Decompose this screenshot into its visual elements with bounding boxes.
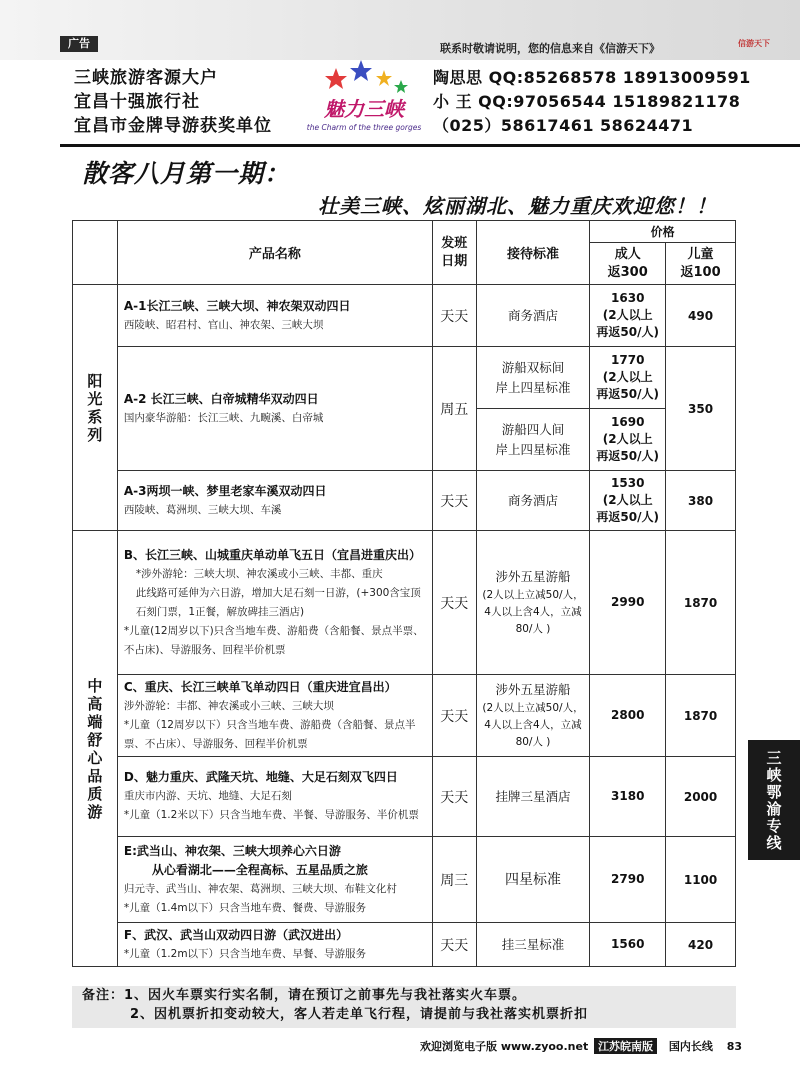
standard-note: (2人以上立减50/人，4人以上含4人，立减80/人 )	[482, 702, 584, 748]
accommodation-standard: 挂三星标准	[476, 923, 590, 967]
logo-subtitle: the Charm of the three gorges	[306, 123, 422, 132]
table-row	[73, 837, 736, 923]
table-row	[73, 471, 736, 531]
product-desc: 涉外游轮：丰都、神农溪或小三峡、三峡大坝	[123, 699, 334, 712]
standard-note: (2人以上立减50/人，4人以上含4人，立减80/人 )	[482, 589, 584, 635]
price-line: 1770	[611, 353, 645, 367]
logo-title: 魅力三峡	[324, 97, 404, 121]
section-label: 国内长线	[668, 1040, 713, 1053]
source-note: 联系时敬请说明，您的信息来自《信游天下》	[440, 42, 660, 55]
contact-block	[433, 66, 751, 138]
price-line: 再返50/人)	[596, 449, 659, 463]
contact-line: 陶思思 QQ:85268578 18913009591	[433, 68, 751, 87]
desc-line: *涉外游轮：三峡大坝、神农溪或小三峡、丰都、重庆	[135, 567, 383, 580]
date-header	[432, 221, 476, 285]
product-cell	[117, 675, 432, 757]
tour-price-table	[72, 220, 736, 967]
product-subtitle: 从心看湖北——全程高标、五星品质之旅	[151, 862, 368, 877]
credential-line: 三峡旅游客源大户	[74, 68, 218, 88]
standard-line: 岸上四星标准	[495, 379, 571, 395]
product-cell	[117, 531, 432, 675]
price-line: (2人以上	[602, 308, 653, 322]
product-desc: 西陵峡、昭君村、官山、神农架、三峡大坝	[123, 318, 324, 331]
adult-price: 2790	[590, 837, 666, 923]
category-sunshine	[73, 285, 118, 531]
product-desc: 此线路可延伸为六日游，增加大足石刻一日游，(+300含宝顶石刻门票，1正餐，解放碑挂三酒店)	[135, 586, 421, 618]
contact-line: 小 王 QQ:97056544 15189821178	[433, 92, 741, 111]
child-price: 350	[666, 347, 736, 471]
accommodation-standard	[476, 409, 590, 471]
child-price: 1100	[666, 837, 736, 923]
price-line: 1530	[611, 476, 645, 490]
departure-day: 天天	[432, 675, 476, 757]
product-desc: 西陵峡、葛洲坝、三峡大坝、车溪	[123, 503, 282, 516]
remarks-box	[72, 986, 736, 1028]
product-desc	[124, 565, 428, 584]
route-side-tab	[748, 740, 800, 860]
price-line: (2人以上	[602, 493, 653, 507]
category-header	[73, 221, 118, 285]
page-footer	[420, 1038, 750, 1056]
product-title: C、重庆、长江三峡单飞单动四日（重庆进宜昌出）	[123, 679, 397, 694]
credential-line: 宜昌十强旅行社	[74, 92, 200, 112]
category-premium	[73, 531, 118, 967]
issue-title: 散客八月第一期：	[82, 159, 291, 188]
table-row	[73, 531, 736, 675]
standard-line: 游船四人间	[501, 421, 565, 437]
accommodation-standard	[476, 531, 590, 675]
standard-line: 涉外五星游船	[495, 682, 571, 697]
price-header: 价格	[590, 221, 736, 243]
side-tab-label: 三峡鄂渝专线	[766, 749, 782, 852]
adult-price	[590, 471, 666, 531]
accommodation-standard	[476, 675, 590, 757]
adult-price: 2800	[590, 675, 666, 757]
adult-price: 1560	[590, 923, 666, 967]
price-line: 再返50/人)	[596, 325, 659, 339]
category-label: 中高端舒心品质游	[87, 676, 103, 821]
child-price: 420	[666, 923, 736, 967]
standard-line: 岸上四星标准	[495, 441, 571, 457]
adult-price	[590, 347, 666, 409]
product-cell	[117, 923, 432, 967]
product-title: A-3两坝一峡、梦里老家车溪双动四日	[123, 483, 327, 498]
standard-line: 游船双标间	[501, 359, 565, 375]
edition-badge: 江苏皖南版	[594, 1038, 657, 1054]
price-line: 1690	[611, 415, 645, 429]
price-line: (2人以上	[602, 370, 653, 384]
product-desc: 重庆市内游、天坑、地缝、大足石刻	[123, 790, 292, 802]
departure-day: 天天	[432, 757, 476, 837]
departure-day: 周三	[432, 837, 476, 923]
standard-line: 涉外五星游船	[495, 569, 571, 584]
product-desc: *儿童（1.2米以下）只含当地车费、半餐、导游服务、半价机票	[123, 809, 419, 821]
table-row	[73, 923, 736, 967]
product-cell	[117, 757, 432, 837]
adult-header-line: 成人	[614, 246, 641, 262]
accommodation-standard: 挂牌三星酒店	[476, 757, 590, 837]
child-price: 2000	[666, 757, 736, 837]
product-cell	[117, 471, 432, 531]
departure-day: 周五	[432, 347, 476, 471]
charm-logo	[306, 58, 424, 140]
accommodation-standard: 商务酒店	[476, 471, 590, 531]
product-desc: *儿童（1.2m以下）只含当地车费、早餐、导游服务	[123, 947, 367, 960]
table-row	[73, 757, 736, 837]
adult-price	[590, 285, 666, 347]
product-title: F、武汉、武当山双动四日游（武汉进出）	[123, 927, 349, 942]
contact-line: （025）58617461 58624471	[433, 116, 694, 135]
table-row	[73, 285, 736, 347]
child-header-line: 儿童	[687, 246, 714, 262]
table-row	[73, 675, 736, 757]
agency-credentials	[74, 66, 272, 138]
product-desc: *儿童（1.4m以下）只含当地车费、餐费、导游服务	[123, 901, 367, 914]
slogan: 壮美三峡、炫丽湖北、魅力重庆欢迎您！！	[318, 194, 717, 218]
credential-line: 宜昌市金牌导游获奖单位	[74, 116, 272, 136]
table-row	[73, 347, 736, 409]
product-header: 产品名称	[117, 221, 432, 285]
departure-day: 天天	[432, 471, 476, 531]
child-header	[666, 243, 736, 285]
product-cell	[117, 347, 432, 471]
departure-day: 天天	[432, 923, 476, 967]
product-desc: *儿童（12周岁以下）只含当地车费、游船费（含船餐、景点半票、不占床）、导游服务、回程半价机票	[123, 718, 416, 750]
accommodation-standard: 商务酒店	[476, 285, 590, 347]
adult-price: 3180	[590, 757, 666, 837]
price-line: (2人以上	[602, 432, 653, 446]
product-cell	[117, 837, 432, 923]
product-title: B、长江三峡、山城重庆单动单飞五日（宜昌进重庆出）	[123, 547, 422, 562]
child-price: 1870	[666, 675, 736, 757]
child-header-line: 返100	[680, 264, 721, 280]
star-icon	[350, 60, 372, 81]
product-cell	[117, 285, 432, 347]
product-title: E:武当山、神农架、三峡大坝养心六日游	[123, 843, 341, 858]
product-desc: 归元寺、武当山、神农架、葛洲坝、三峡大坝、布鞋文化村	[123, 882, 397, 895]
mini-logo: 信游天下	[738, 39, 770, 48]
product-title: D、魅力重庆、武隆天坑、地缝、大足石刻双飞四日	[123, 770, 398, 784]
header-divider	[60, 144, 800, 147]
accommodation-standard	[476, 347, 590, 409]
departure-day: 天天	[432, 285, 476, 347]
date-header-line: 发班	[441, 235, 468, 251]
product-desc: 国内豪华游船：长江三峡、九畹溪、白帝城	[123, 411, 324, 424]
adult-header	[590, 243, 666, 285]
footer-text: 欢迎浏览电子版 www.zyoo.net	[420, 1040, 589, 1053]
star-icon	[325, 68, 347, 89]
page-number: 83	[726, 1040, 743, 1053]
departure-day: 天天	[432, 531, 476, 675]
product-desc: *儿童(12周岁以下)只含当地车费、游船费（含船餐、景点半票、不占床)、导游服务、回程半价机票	[123, 624, 424, 656]
ad-label: 广告	[60, 36, 98, 52]
child-price: 490	[666, 285, 736, 347]
child-price: 1870	[666, 531, 736, 675]
standard-header: 接待标准	[476, 221, 590, 285]
price-line: 再返50/人)	[596, 510, 659, 524]
category-label: 阳光系列	[87, 371, 103, 444]
product-title: A-2 长江三峡、白帝城精华双动四日	[123, 391, 319, 406]
child-price: 380	[666, 471, 736, 531]
adult-price: 2990	[590, 531, 666, 675]
price-line: 再返50/人)	[596, 387, 659, 401]
remark-line: 2、因机票折扣变动较大，客人若走单飞行程，请提前与我社落实机票折扣	[130, 1007, 589, 1022]
date-header-line: 日期	[441, 253, 468, 269]
adult-price	[590, 409, 666, 471]
product-title: A-1长江三峡、三峡大坝、神农架双动四日	[123, 298, 351, 313]
price-line: 1630	[611, 291, 645, 305]
remark-line: 备注：1、因火车票实行实名制，请在预订之前事先与我社落实火车票。	[82, 988, 527, 1003]
star-icon	[394, 80, 408, 93]
accommodation-standard: 四星标准	[476, 837, 590, 923]
adult-header-line: 返300	[607, 264, 648, 280]
top-banner	[0, 0, 800, 60]
star-icon	[376, 70, 392, 86]
